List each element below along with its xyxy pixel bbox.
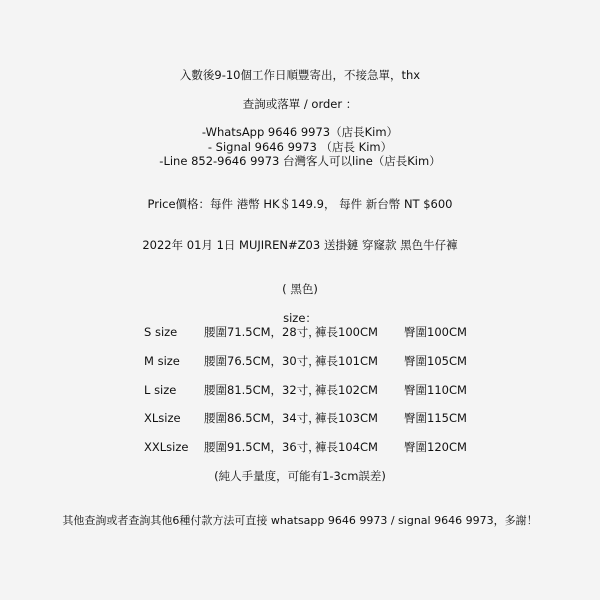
size-row-m	[0, 354, 600, 368]
size-row-xl	[0, 411, 600, 425]
size-row-xxl	[0, 440, 600, 454]
contact-signal: - Signal 9646 9973 （店長 Kim）	[207, 140, 393, 154]
contact-line: -Line 852-9646 9973 台灣客人可以line（店長Kim）	[159, 154, 441, 168]
waist-measure: 腰圍86.5CM，34寸，	[204, 411, 320, 425]
hip-measure: 臀圍100CM	[404, 325, 467, 339]
size-name: XXLsize	[144, 440, 189, 454]
size-name: S size	[144, 325, 178, 339]
hip-measure: 臀圍120CM	[404, 440, 467, 454]
contact-whatsapp: -WhatsApp 9646 9973（店長Kim）	[201, 125, 399, 139]
waist-measure: 腰圍91.5CM，36寸，	[204, 440, 320, 454]
trouser-length: 褲長104CM	[315, 440, 378, 454]
product-line: 2022年 01月 1日 MUJIREN#Z03 送掛鏈 穿窿款 黑色牛仔褲	[142, 238, 458, 252]
trouser-length: 褲長100CM	[315, 325, 378, 339]
hip-measure: 臀圍115CM	[404, 411, 467, 425]
inquiry-title: 查詢或落單 / order ：	[242, 97, 358, 111]
size-name: L size	[144, 383, 177, 397]
waist-measure: 腰圍76.5CM，30寸，	[204, 354, 320, 368]
size-name: XLsize	[144, 411, 181, 425]
waist-measure: 腰圍81.5CM，32寸，	[204, 383, 320, 397]
hip-measure: 臀圍110CM	[404, 383, 467, 397]
measure-note: (純人手量度，可能有1-3cm誤差)	[214, 469, 386, 483]
waist-measure: 腰圍71.5CM，28寸，	[204, 325, 320, 339]
color-label: ( 黑色)	[282, 282, 318, 296]
size-row-s	[0, 325, 600, 339]
shipping-notice: 入數後9-10個工作日順豐寄出，不接急單，thx	[179, 68, 421, 82]
hip-measure: 臀圍105CM	[404, 354, 467, 368]
trouser-length: 褲長103CM	[315, 411, 378, 425]
footer-contact: 其他查詢或者查詢其他6種付款方法可直接 whatsapp 9646 9973 / signal 9646 9973，多謝！	[62, 514, 538, 527]
size-name: M size	[144, 354, 180, 368]
price-line: Price價格：每件 港幣 HK＄149.9， 每件 新台幣 NT $600	[147, 197, 453, 211]
size-title: size：	[283, 311, 317, 325]
trouser-length: 褲長102CM	[315, 383, 378, 397]
size-row-l	[0, 383, 600, 397]
trouser-length: 褲長101CM	[315, 354, 378, 368]
